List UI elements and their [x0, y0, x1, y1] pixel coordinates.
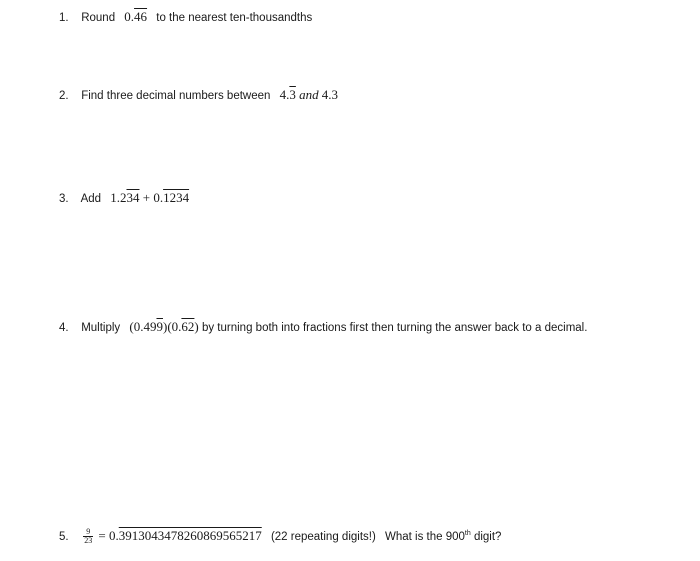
fraction-numerator: 9 — [86, 527, 91, 537]
problem-text: Multiply — [81, 322, 121, 334]
repeating-bar: 1234 — [163, 190, 190, 205]
problem-number: 3. — [59, 193, 69, 205]
problem-text: Round — [81, 12, 116, 24]
repeating-bar: 3 — [289, 87, 296, 102]
repeating-bar: 3913043478260869565217 — [118, 527, 262, 543]
and-word: and — [299, 87, 319, 102]
fraction-denominator: 23 — [84, 536, 93, 546]
question-text: What is the 900th digit? — [385, 530, 502, 543]
problem-text: Add — [80, 193, 102, 205]
repeating-bar: 46 — [134, 9, 148, 24]
problem-number: 1. — [59, 12, 69, 24]
math-expression: 1.234 + 0.1234 — [110, 190, 190, 205]
math-expression: 4.3 — [321, 87, 339, 102]
note-text: (22 repeating digits!) — [270, 530, 376, 543]
math-expression: 4.3 — [279, 87, 296, 102]
repeating-bar: 62 — [181, 319, 195, 334]
fraction — [83, 528, 93, 545]
problem-5 — [59, 526, 501, 545]
problem-4 — [59, 319, 587, 336]
problem-number: 5. — [59, 530, 69, 543]
math-expression: (0.499)(0.62) — [129, 319, 199, 334]
repeating-bar: 9 — [156, 319, 163, 334]
math-expression: 0.46 — [124, 9, 148, 24]
plus-sign: + — [142, 190, 151, 205]
problem-text: by turning both into fractions first then turning the answer back to a decimal. — [201, 322, 588, 334]
problem-text: to the nearest ten-thousandths — [156, 12, 313, 24]
repeating-bar: 34 — [126, 190, 140, 205]
problem-number: 4. — [59, 322, 69, 334]
problem-3 — [59, 190, 189, 207]
problem-1 — [59, 9, 312, 26]
math-expression: = 0.3913043478260869565217 — [98, 527, 262, 543]
problem-number: 2. — [59, 90, 69, 102]
problem-text: Find three decimal numbers between — [81, 90, 271, 102]
problem-2 — [59, 87, 338, 104]
